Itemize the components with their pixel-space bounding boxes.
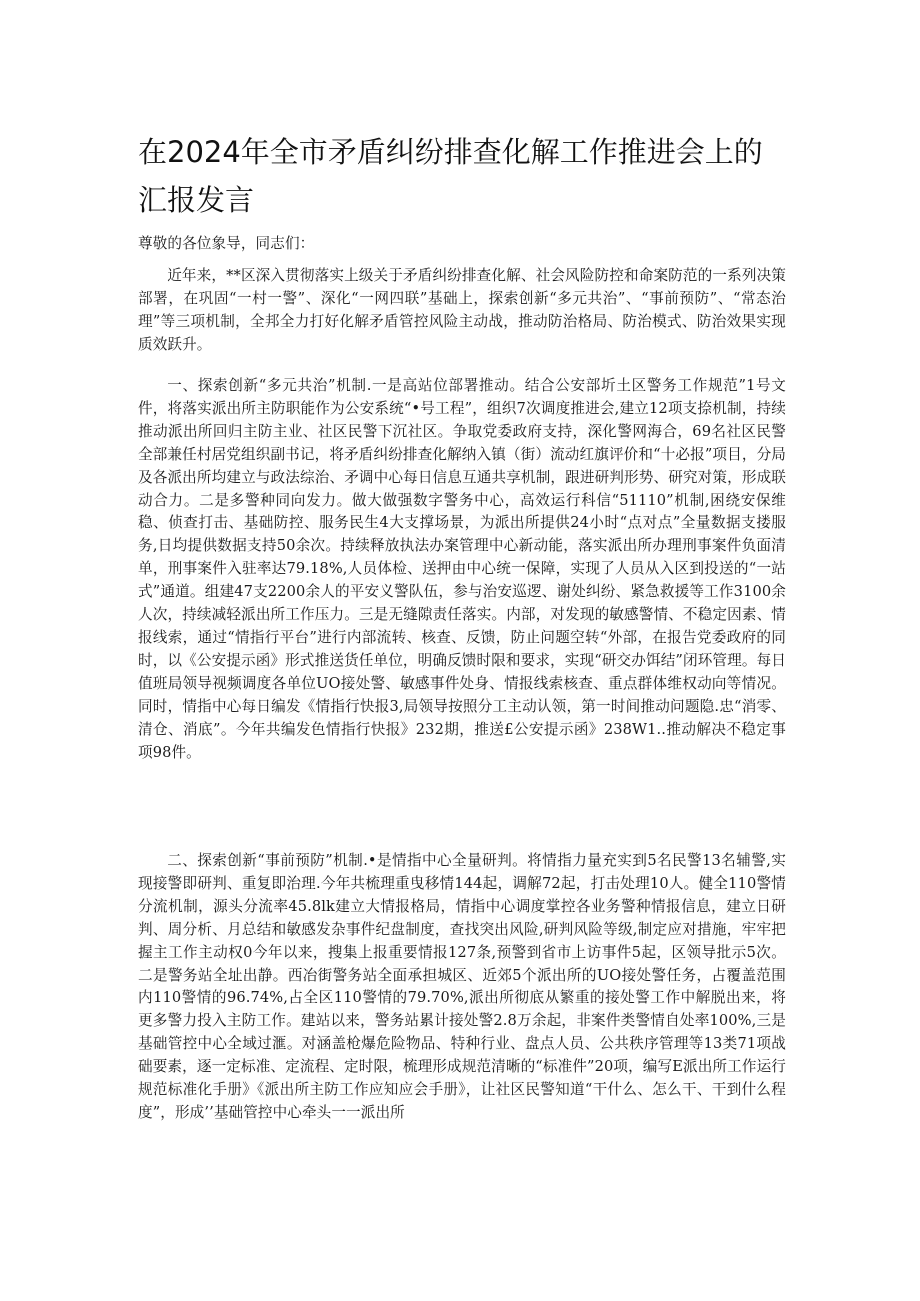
paragraph-prevention: 二、探索创新“事前预防”机制.•是情指中心全量研判。将情指力量充实到5名民警13名辅警,实现接警即研判、重复即治理.今年共梳理重曳移情144起，调解72起，打击处理10人。健全110警情分流机制，源头分流率45.8lk建立大情报格局，情指中心调度掌控各业务警种情报信息，建立日研判、周分析、月总结和敏感发杂事件纪盘制度，查找突出风险,研判风险等级,制定应对措施，牢牢把握主工作主动权0今年以来，搜集上报重要情报127条,预警到省市上访事件5起，区领导批示5次。二是警务站全址出静。西冶街警务站全面承担城区、近郊5个派出所的UO接处警任务，占覆盖范围内110警情的96.74%,占全区110警情的79.70%,派出所彻底从繁重的接处警工作中解脱出来，将更多警力投入主防工作。建站以来，警务站累计接处警2.8万余起，非案件类警情自处率100%,三是基础管控中心全域过滙。对涵盖枪爆危险物品、特种行业、盘点人员、公共秩序管理等13类71项战础要素，逐一定标准、定流程、定时限，梳理形成规范清晰的“标准件”20项，编写E派出所工作运行规范标准化手册》《派出所主防工作应知应会手册》，让社区民警知道“干什么、怎么干、干到什么程度”，形成’’基础管控中心牵头一一派出所 [138,852,786,1121]
greeting-line: 尊敬的各位象导，同志们： [138,235,315,252]
paragraph-intro: 近年来，**区深入贯彻落实上级关于矛盾纠纷排查化解、社会风险防控和命案防范的一系列决策部署，在巩固“一村一警”、深化“一网四联”基础上，探索创新“多元共治”、“事前预防”、“常态治理”等三项机制，全邦全力打好化解矛盾管控风险主动战，推动防治格局、防治模式、防治效果实现质效跃升。 [138,267,786,353]
document-title: 在2024年全市矛盾纠纷排查化解工作推进会上的汇报发言 [138,135,763,217]
paragraph-multi-governance: 一、探索创新“多元共治”机制.一是高站位部署推动。结合公安部圻土区警务工作规范”1号文件，将落实派出所主防职能作为公安系统“•号工程”，组织7次调度推进会,建立12项支捺机制，持续推动派出所回归主防主业、社区民警下沉社区。争取党委政府支持，深化警网海合，69名社区民警全部兼任村居党组织副书记，将矛盾纠纷排查化解纳入镇（街）流动红旗评价和“十必报”项目，分局及各派出所均建立与政法综治、矛调中心每日信息互通共享机制，跟进研判形势、研究对策，形成联动合力。二是多警种同向发力。做大做强数字警务中心，高效运行科信“51110”机制,困绕安保维稳、侦查打击、基础防控、服务民生4大支撑场景，为派出所提供24小时“点对点”全量数据支搂服务,日均提供数据支持50余次。持续释放执法办案管理中心新动能，落实派出所办理刑事案件负面清单，刑事案件入驻率达79.18%,人员体检、送押由中心统一保障，实现了人员从入区到投送的“一站式”通道。组建47支2200余人的平安义警队伍，参与治安巡逻、谢处纠纷、紧急救援等工作3100余人次，持续减轻派出所工作压力。三是无缝隙责任落实。内部，对发现的敏感警情、不稳定因素、情报线索，通过“情指行平台”进行内部流转、核查、反馈，防止问题空转“外部，在报告党委政府的同时，以《公安提示函》形式推送货任单位，明确反馈时限和要求，实现“研交办饵结”闭环管理。每日值班局领导视频调度各单位UO接处警、敏感事件处身、情报线索核查、重点群体维权动向等情况。同时，情指中心每日编发《情指行快报3,局领导按照分工主动认领，第一时间推动问题隐.忠“消零、清仓、消底”。今年共编发色情指行快报》232期，推送£公安提示函》238W1..推动解决不稳定事项98件。 [138,377,786,761]
